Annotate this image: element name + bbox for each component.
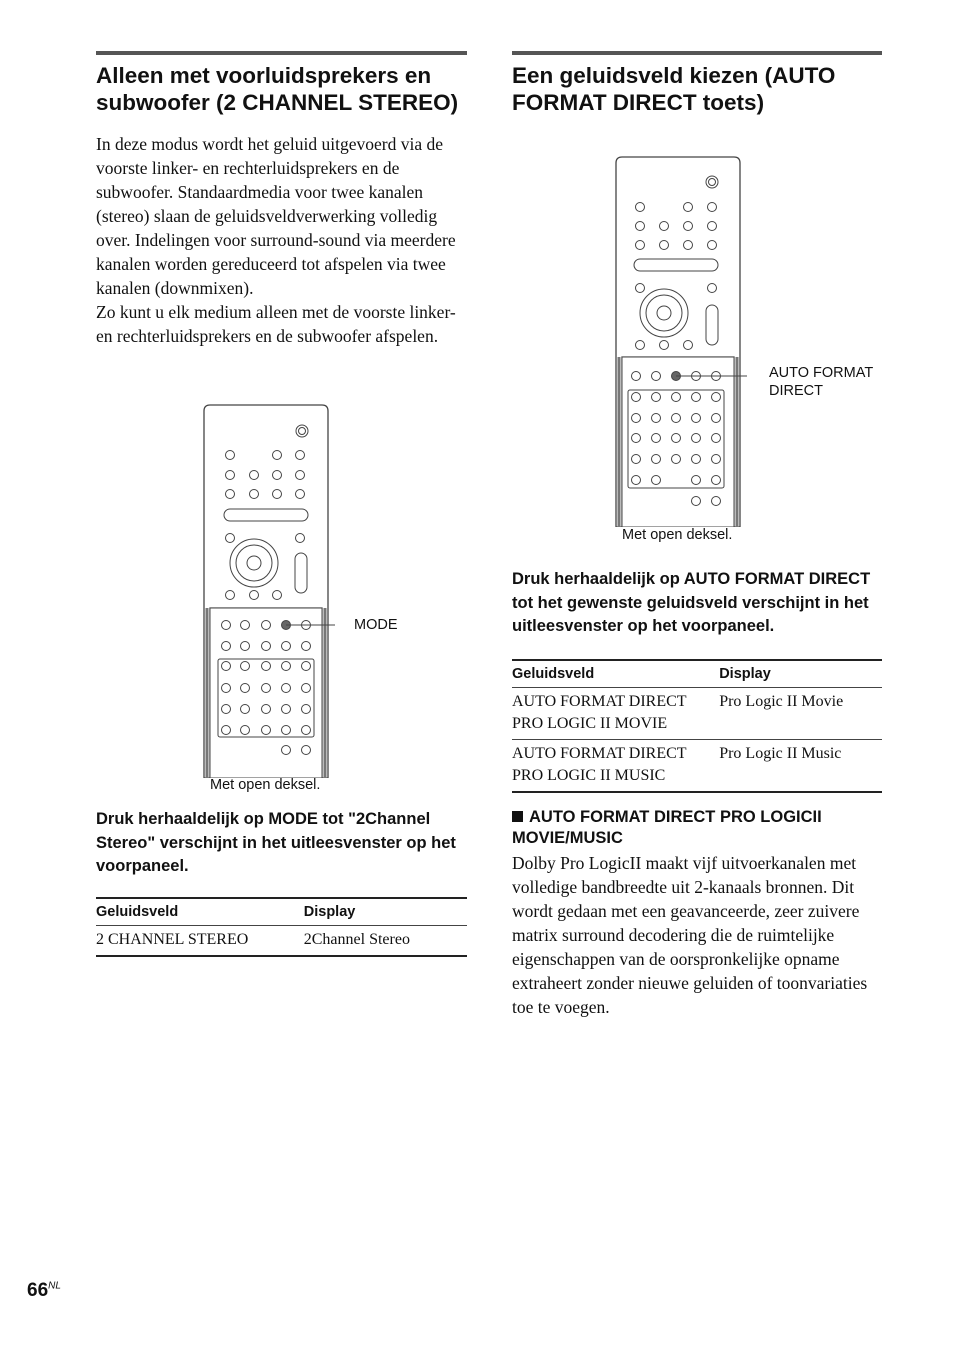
body-paragraph: Dolby Pro LogicII maakt vijf uitvoerkanalen met volledige bandbreedte uit 2-kanaals bronnen. Dit wordt gedaan met een geavanceerde, zeer zuivere matrix surround decodering die de ruimtelijke eigenschappen van de oorspronkelijke opname extraheert zonder nieuwe geluiden of toonvariaties toe te voegen. (512, 852, 868, 1017)
table-cell: 2 CHANNEL STEREO (96, 925, 304, 956)
auto-format-direct-callout (769, 364, 873, 400)
body-paragraph: In deze modus wordt het geluid uitgevoerd via de voorste linker- en rechterluidsprekers en de subwoofer. Standaardmedia voor twee kanalen (stereo) slaan de geluidsveldverwerking volledig over. Indelingen voor surround-sound via meerdere kanalen worden gereduceerd tot afspelen via twee kanalen (downmixen). (96, 134, 456, 298)
table-header: Geluidsveld (512, 660, 719, 688)
sound-field-table (96, 897, 467, 957)
figure-caption: Met open deksel. (210, 777, 321, 793)
remote-illustration (612, 155, 747, 527)
remote-control-drawing (200, 403, 335, 778)
table-header: Display (304, 898, 467, 926)
section-rule (512, 51, 882, 55)
page-number-value: 66 (27, 1280, 49, 1301)
remote-illustration (200, 403, 335, 778)
table-cell: Pro Logic II Music (719, 739, 882, 792)
remote-control-drawing (612, 155, 747, 527)
body-paragraph: Zo kunt u elk medium alleen met de voorste linker- en rechterluidsprekers en de subwoofer afspelen. (96, 302, 456, 346)
table-header: Display (719, 660, 882, 688)
section-heading: Een geluidsveld kiezen (AUTO FORMAT DIRECT toets) (512, 63, 836, 115)
figure-caption: Met open deksel. (622, 527, 733, 543)
callout-line: AUTO FORMAT (769, 365, 874, 381)
table-row (96, 925, 467, 956)
sound-field-table (512, 659, 882, 793)
mode-callout-label: MODE (354, 617, 398, 633)
left-column (96, 51, 467, 348)
section-rule (96, 51, 467, 55)
page-number (27, 1280, 61, 1302)
table-cell: AUTO FORMAT DIRECT PRO LOGIC II MOVIE (512, 687, 719, 739)
subsection-heading (512, 807, 882, 849)
table-cell: AUTO FORMAT DIRECT PRO LOGIC II MUSIC (512, 739, 719, 792)
left-instruction-block (96, 808, 467, 957)
right-column (512, 51, 882, 116)
instruction-text: Druk herhaaldelijk op AUTO FORMAT DIRECT tot het gewenste geluidsveld verschijnt in het uitleesvenster op het voorpaneel. (512, 570, 871, 635)
subsection-heading-text: AUTO FORMAT DIRECT PRO LOGICII MOVIE/MUSIC (512, 807, 822, 847)
callout-line: DIRECT (769, 383, 823, 399)
right-instruction-block (512, 568, 882, 1019)
table-cell: 2Channel Stereo (304, 925, 467, 956)
language-code: NL (48, 1280, 61, 1292)
table-cell: Pro Logic II Movie (719, 687, 882, 739)
square-bullet-icon (512, 811, 523, 822)
table-header: Geluidsveld (96, 898, 304, 926)
instruction-text: Druk herhaaldelijk op MODE tot "2Channel Stereo" verschijnt in het uitleesvenster op het voorpaneel. (96, 810, 456, 875)
table-row (512, 739, 882, 792)
table-row (512, 687, 882, 739)
section-heading: Alleen met voorluidsprekers en subwoofer (2 CHANNEL STEREO) (96, 63, 459, 115)
